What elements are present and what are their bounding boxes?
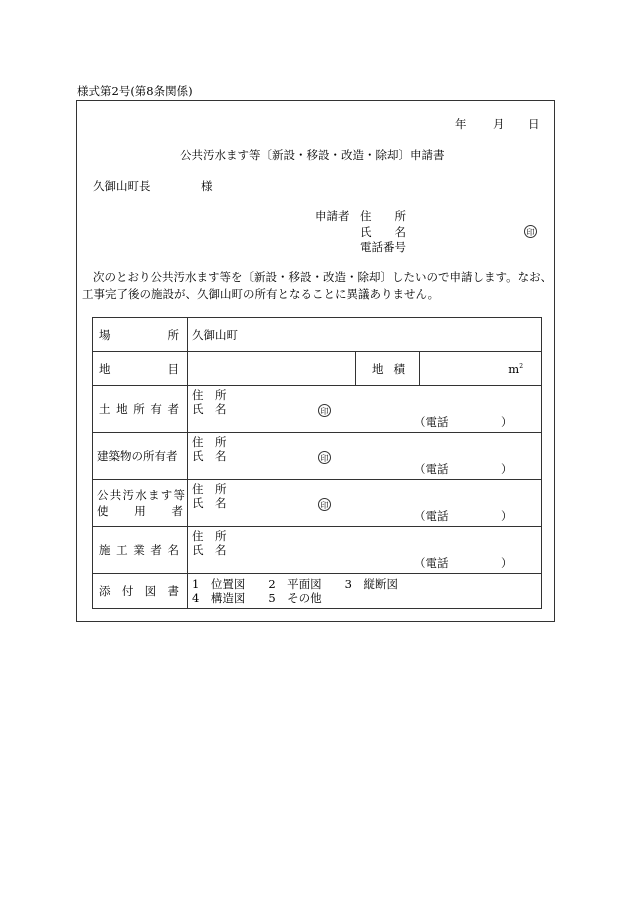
landowner-tel-label: （電話 — [414, 415, 449, 429]
value-place[interactable]: 久御山町 — [188, 318, 542, 352]
contractor-tel-label: （電話 — [414, 556, 449, 570]
building-owner-tel-label: （電話 — [414, 462, 449, 476]
label-land-category: 地 目 — [93, 352, 188, 386]
value-contractor[interactable]: 住 所 氏 名 （電話 ） — [188, 527, 542, 574]
body-text-line2: 工事完了後の施設が、久御山町の所有となることに異議ありません。 — [82, 287, 440, 301]
applicant-phone-label: 電話番号 — [360, 240, 406, 254]
row-attachments — [93, 574, 542, 609]
landowner-seal-icon: 印 — [318, 403, 331, 417]
value-building-owner[interactable]: 住 所 氏 名 印 （電話 ） — [188, 433, 542, 480]
value-landowner[interactable]: 住 所 氏 名 印 （電話 ） — [188, 386, 542, 433]
application-table — [92, 317, 542, 609]
value-user[interactable]: 住 所 氏 名 印 （電話 ） — [188, 480, 542, 527]
form-title: 公共汚水ます等〔新設・移設・改造・除却〕申請書 — [180, 148, 445, 162]
value-attachments[interactable] — [188, 574, 542, 609]
user-tel-label: （電話 — [414, 509, 449, 523]
row-building-owner — [93, 433, 542, 480]
addressee-name: 久御山町長 — [93, 179, 151, 193]
label-contractor: 施 工 業 者 名 — [93, 527, 188, 574]
row-user — [93, 480, 542, 527]
attachments-line2: 4 構造図 5 その他 — [192, 591, 322, 605]
date-day: 日 — [528, 117, 540, 131]
row-land — [93, 352, 542, 386]
date-year: 年 — [455, 117, 467, 131]
row-contractor — [93, 527, 542, 574]
value-land-category[interactable] — [188, 352, 356, 386]
applicant-seal-icon: 印 — [524, 224, 537, 238]
label-area: 地 積 — [356, 352, 420, 386]
label-place: 場 所 — [93, 318, 188, 352]
applicant-address-label: 住 所 — [360, 209, 406, 223]
attachments-line1: 1 位置図 2 平面図 3 縦断図 — [192, 577, 398, 591]
label-building-owner: 建築物の所有者 — [93, 433, 188, 480]
body-text-line1: 次のとおり公共汚水ます等を〔新設・移設・改造・除却〕したいので申請します。なお、 — [93, 270, 553, 284]
row-landowner — [93, 386, 542, 433]
form-number: 様式第2号(第8条関係) — [77, 84, 193, 98]
label-landowner: 土 地 所 有 者 — [93, 386, 188, 433]
user-seal-icon: 印 — [318, 497, 331, 511]
label-user: 公 共 汚 水 ま す 等 使 用 者 — [93, 480, 188, 527]
label-attachments: 添 付 図 書 — [93, 574, 188, 609]
applicant-name-label: 氏 名 — [360, 225, 406, 239]
addressee-honorific: 様 — [201, 179, 213, 193]
row-place — [93, 318, 542, 352]
date-month: 月 — [493, 117, 505, 131]
value-area[interactable]: $m^2$ — [420, 352, 542, 386]
building-owner-seal-icon: 印 — [318, 450, 331, 464]
applicant-label: 申請者 — [315, 209, 350, 223]
